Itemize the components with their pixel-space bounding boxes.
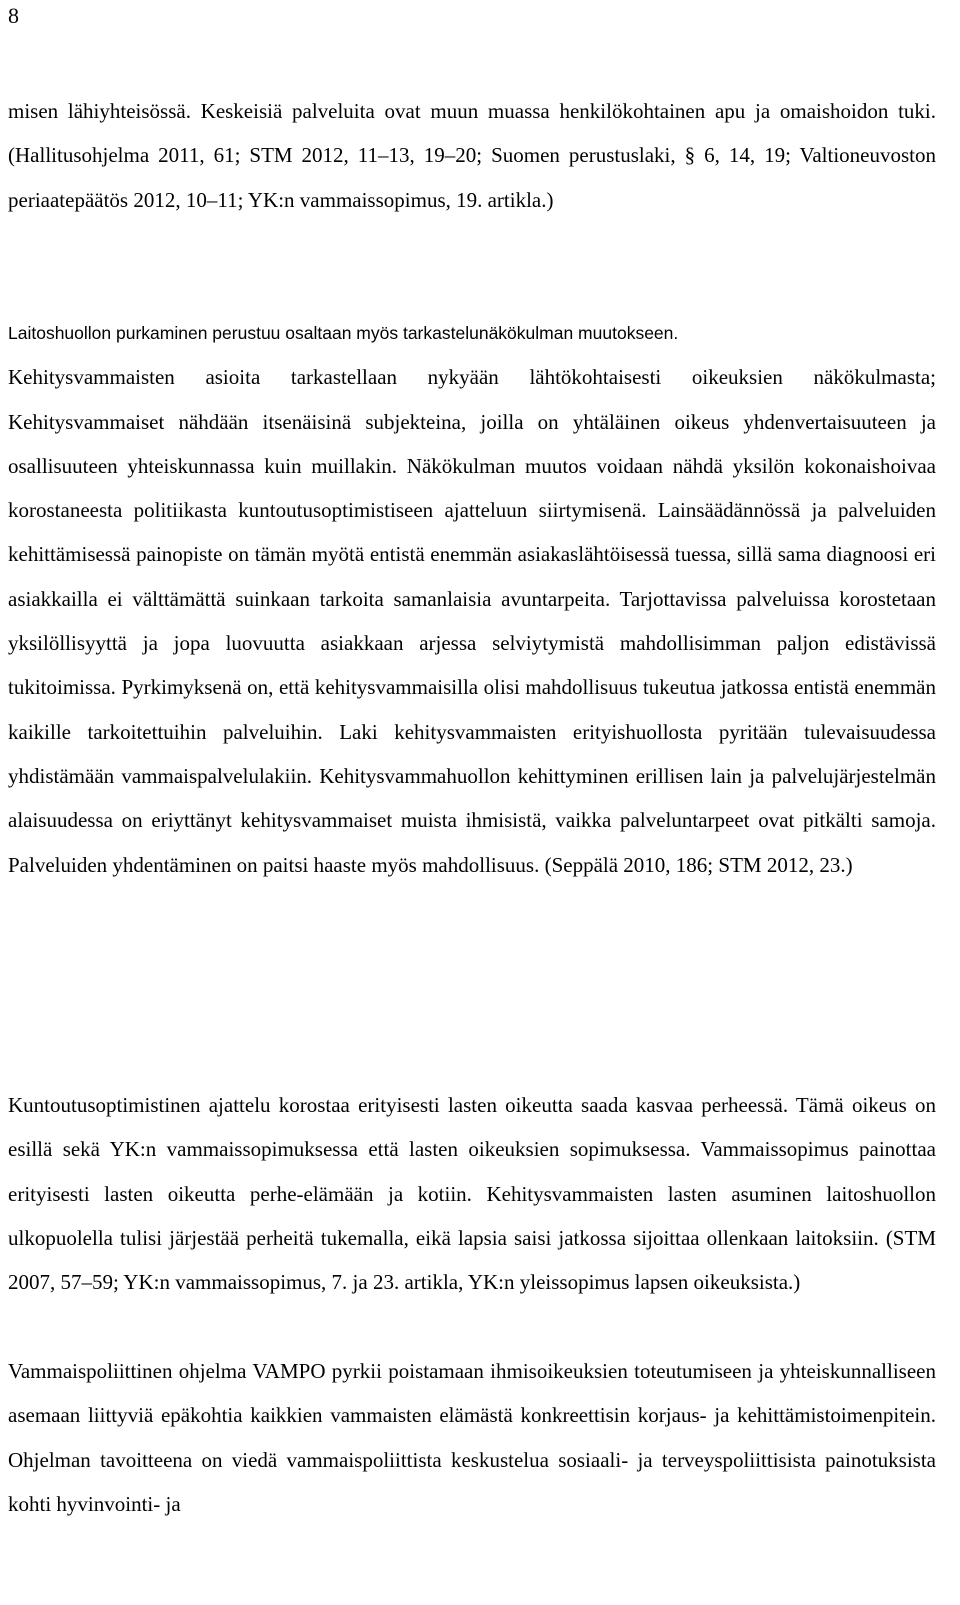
paragraph-2-lead: Laitoshuollon purkaminen perustuu osaltaan myös tarkastelunäkökulman muutokseen. [8,323,679,343]
paragraph-1: misen lähiyhteisössä. Keskeisiä palveluita ovat muun muassa henkilökohtainen apu ja omaishoidon tuki. (Hallitusohjelma 2011, 61; STM 2012, 11–13, 19–20; Suomen perustuslaki, § 6, 14, 19; Valtioneuvoston periaatepäätös 2012, 10–11; YK:n vammaissopimus, 19. artikla.) [8,99,936,212]
paragraph-2-body: Kehitysvammaisten asioita tarkastellaan nykyään lähtökohtaisesti oikeuksien näkökulmasta; Kehitysvammaiset nähdään itsenäisinä subjekteina, joilla on yhtäläinen oikeus yhdenvertaisuuteen ja osallisuuteen yhteiskunnassa kuin muillakin. Näkökulman muutos voidaan nähdä yksilön kokonaishoivaa korostaneesta politiikasta kuntoutusoptimistiseen ajatteluun siirtymisenä. Lainsäädännössä ja palveluiden kehittämisessä painopiste on tämän myötä entistä enemmän asiakaslähtöisessä tuessa, sillä sama diagnoosi eri asiakkailla ei välttämättä suinkaan tarkoita samanlaisia avuntarpeita. Tarjottavissa palveluissa korostetaan yksilöllisyyttä ja jopa luovuutta asiakkaan arjessa selviytymistä mahdollisimman paljon edistävissä tukitoimissa. Pyrkimyksenä on, että kehitysvammaisilla olisi mahdollisuus tukeutua jatkossa entistä enemmän kaikille tarkoitettuihin palveluihin. Laki kehitysvammaisten erityishuollosta pyritään tulevaisuudessa yhdistämään vammaispalvelulakiin. Kehitysvammahuollon kehittyminen erillisen lain ja palvelujärjestelmän alaisuudessa on eriyttänyt kehitysvammaiset muista ihmisistä, vaikka palveluntarpeet ovat pitkälti samoja. Palveluiden yhdentäminen on paitsi haaste myös mahdollisuus. (Seppälä 2010, 186; STM 2012, 23.) [8,365,936,877]
paragraph-3: Kuntoutusoptimistinen ajattelu korostaa erityisesti lasten oikeutta saada kasvaa perheessä. Tämä oikeus on esillä sekä YK:n vammaissopimuksessa että lasten oikeuksien sopimuksessa. Vammaissopimus painottaa erityisesti lasten oikeutta perhe-elämään ja kotiin. Kehitysvammaisten lasten asuminen laitoshuollon ulkopuolella tulisi järjestää perheitä tukemalla, eikä lapsia saisi jatkossa sijoittaa ollenkaan laitoksiin. (STM 2007, 57–59; YK:n vammaissopimus, 7. ja 23. artikla, YK:n yleissopimus lapsen oikeuksista.) [8,1093,936,1295]
paragraph-4: Vammaispoliittinen ohjelma VAMPO pyrkii poistamaan ihmisoikeuksien toteutumiseen ja yhteiskunnalliseen asemaan liittyviä epäkohtia kaikkien vammaisten elämästä konkreettisin korjaus- ja kehittämistoimenpitein. Ohjelman tavoitteena on viedä vammaispoliittista keskustelua sosiaali- ja terveyspoliittisista painotuksista kohti hyvinvointi- ja [8,1359,936,1516]
page-number: 8 [8,3,19,28]
paragraph-2 [8,311,936,887]
